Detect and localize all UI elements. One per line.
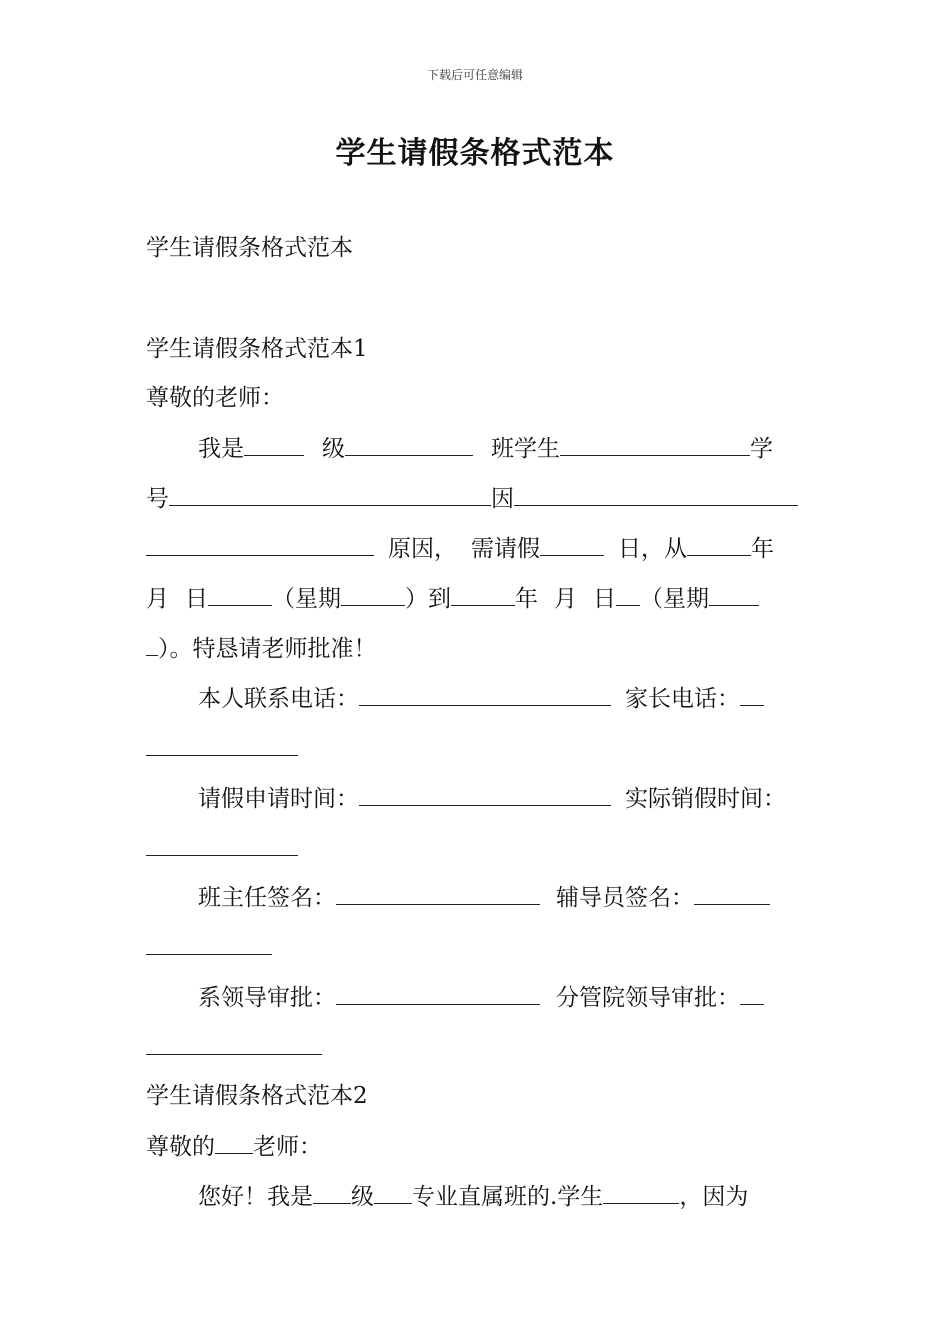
blank-counselor-sign-cont — [146, 932, 272, 955]
text-segment: （星期 — [272, 586, 341, 612]
blank-end-day — [616, 583, 640, 606]
blank-college-approval-cont — [146, 1032, 322, 1055]
section1-contact — [198, 683, 764, 714]
section2-line1 — [198, 1181, 748, 1212]
blank-student-name — [603, 1181, 679, 1204]
text-segment: 分管院领导审批： — [556, 985, 740, 1011]
text-segment: 您好！我是 — [198, 1184, 313, 1210]
text-segment: 因 — [491, 486, 514, 512]
blank-days — [540, 533, 604, 556]
blank-return-time — [146, 833, 298, 856]
text-segment: 级 — [351, 1184, 374, 1210]
section1-line3 — [146, 533, 774, 564]
blank-apply-time — [359, 783, 611, 806]
text-segment: 尊敬的 — [146, 1134, 215, 1160]
document-title: 学生请假条格式范本 — [335, 136, 615, 171]
text-segment: 月 — [146, 586, 169, 612]
blank-student-name — [560, 433, 750, 456]
section2-heading: 学生请假条格式范本2 — [146, 1083, 368, 1109]
blank-start-weekday — [341, 583, 405, 606]
text-segment: 日 — [185, 586, 208, 612]
blank-parent-phone — [740, 683, 764, 706]
text-segment: 实际销假时间： — [625, 786, 786, 812]
section1-approve-cont — [146, 1032, 322, 1063]
blank-reason-cont — [146, 533, 374, 556]
blank-start-day — [208, 583, 272, 606]
text-segment: 号 — [146, 486, 169, 512]
section1-line4 — [146, 583, 759, 614]
text-segment: 班主任签名： — [198, 885, 336, 911]
text-segment: 原因， — [388, 536, 457, 562]
text-segment: 需请假 — [471, 536, 540, 562]
blank-start-year — [687, 533, 751, 556]
section1-contact-cont — [146, 733, 298, 764]
text-segment: 系领导审批： — [198, 985, 336, 1011]
blank-own-phone — [359, 683, 611, 706]
section1-greeting: 尊敬的老师： — [146, 385, 284, 411]
section1-sign — [198, 882, 770, 913]
blank-reason — [514, 483, 798, 506]
blank-parent-phone-cont — [146, 733, 298, 756]
text-segment: ）。特恳请老师批准！ — [158, 636, 377, 662]
section1-line1 — [198, 433, 773, 464]
section2-greeting — [146, 1131, 322, 1162]
section1-line2 — [146, 483, 798, 514]
blank-college-approval — [740, 982, 764, 1005]
section1-times-cont — [146, 833, 298, 864]
text-segment: 本人联系电话： — [198, 686, 359, 712]
text-segment: 年 — [751, 536, 774, 562]
blank-student-id — [169, 483, 491, 506]
text-segment: 年 — [515, 586, 538, 612]
section1-line5 — [146, 633, 377, 664]
blank-grade — [313, 1181, 351, 1204]
blank-grade — [244, 433, 304, 456]
section1-times — [198, 783, 786, 814]
text-segment: 家长电话： — [625, 686, 740, 712]
text-segment: 学 — [750, 436, 773, 462]
blank-end-weekday-cont — [146, 633, 158, 656]
page-header: 下载后可任意编辑 — [426, 68, 523, 82]
text-segment: 班学生 — [491, 436, 560, 462]
text-segment: 专业直属班的.学生 — [412, 1184, 604, 1210]
blank-end-year — [451, 583, 515, 606]
section1-heading: 学生请假条格式范本1 — [146, 336, 368, 362]
text-segment: ）到 — [405, 586, 451, 612]
blank-major — [374, 1181, 412, 1204]
text-segment: ，因为 — [679, 1184, 749, 1210]
text-segment: 日 — [593, 586, 616, 612]
text-segment: 月 — [554, 586, 577, 612]
blank-teacher-sign — [336, 882, 540, 905]
blank-dept-approval — [336, 982, 540, 1005]
blank-class — [345, 433, 473, 456]
intro-heading: 学生请假条格式范本 — [146, 235, 353, 261]
text-segment: 请假申请时间： — [198, 786, 359, 812]
text-segment: 级 — [322, 436, 345, 462]
text-segment: 老师： — [253, 1134, 322, 1160]
blank-teacher-name — [215, 1131, 253, 1154]
section1-approve — [198, 982, 764, 1013]
section1-sign-cont — [146, 932, 272, 963]
text-segment: 我是 — [198, 436, 244, 462]
text-segment: 辅导员签名： — [556, 885, 694, 911]
blank-counselor-sign — [694, 882, 770, 905]
text-segment: （星期 — [640, 586, 709, 612]
text-segment: 日，从 — [618, 536, 687, 562]
blank-end-weekday — [709, 583, 759, 606]
